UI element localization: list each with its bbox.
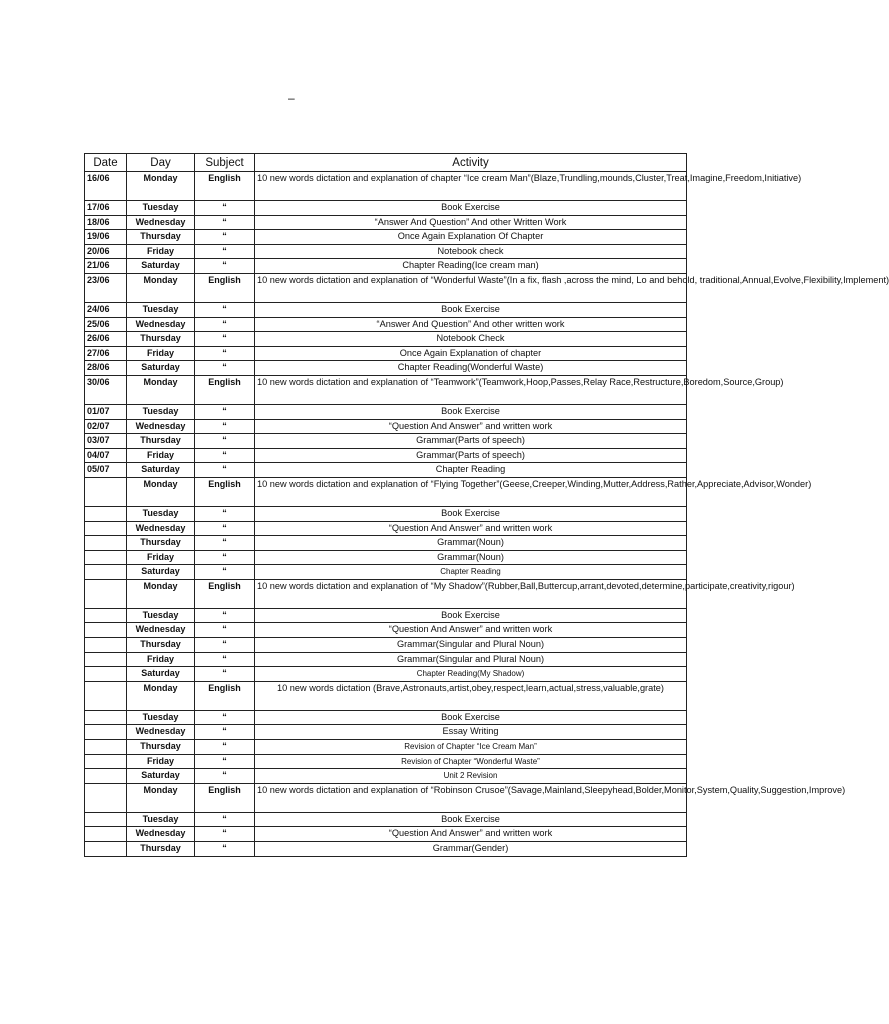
day-cell: Thursday [127,536,195,551]
header-subject: Subject [195,154,255,172]
table-header-row [85,154,687,172]
day-cell: Tuesday [127,201,195,216]
activity-cell: Notebook Check [255,332,687,347]
table-row [85,230,687,245]
subject-cell: “ [195,230,255,245]
table-row [85,259,687,274]
subject-cell: “ [195,608,255,623]
date-cell [85,710,127,725]
subject-cell: “ [195,215,255,230]
day-cell: Monday [127,172,195,201]
date-cell [85,506,127,521]
day-cell: Monday [127,477,195,506]
table-row [85,404,687,419]
day-cell: Monday [127,273,195,302]
table-row [85,536,687,551]
day-cell: Monday [127,375,195,404]
activity-cell: “Question And Answer” and written work [255,419,687,434]
activity-cell: 10 new words dictation and explanation of “Wonderful Waste”(In a fix, flash ,across the mind, Lo and behold, traditional,Annual,Evolve,Flexibility,Implement) [255,273,687,302]
table-row [85,565,687,580]
day-cell: Saturday [127,361,195,376]
activity-cell: Notebook check [255,244,687,259]
activity-cell: Book Exercise [255,404,687,419]
subject-cell: English [195,579,255,608]
activity-cell: 10 new words dictation and explanation of “Robinson Crusoe”(Savage,Mainland,Sleepyhead,Bolder,Monitor,System,Quality,Suggestion,Improve) [255,783,687,812]
subject-cell: English [195,783,255,812]
table-row [85,579,687,608]
day-cell: Wednesday [127,419,195,434]
table-row [85,623,687,638]
date-cell: 21/06 [85,259,127,274]
table-row [85,754,687,769]
day-cell: Saturday [127,463,195,478]
activity-cell: Chapter Reading(Wonderful Waste) [255,361,687,376]
subject-cell: “ [195,434,255,449]
table-row [85,783,687,812]
date-cell [85,812,127,827]
table-row [85,521,687,536]
subject-cell: “ [195,652,255,667]
activity-cell: Grammar(Noun) [255,536,687,551]
table-row [85,375,687,404]
subject-cell: English [195,477,255,506]
table-row [85,463,687,478]
subject-cell: English [195,172,255,201]
date-cell: 16/06 [85,172,127,201]
table-row [85,244,687,259]
activity-cell: “Question And Answer” and written work [255,827,687,842]
day-cell: Monday [127,783,195,812]
date-cell [85,667,127,682]
date-cell: 05/07 [85,463,127,478]
date-cell: 17/06 [85,201,127,216]
subject-cell: “ [195,754,255,769]
day-cell: Saturday [127,259,195,274]
table-row [85,448,687,463]
activity-cell: “Question And Answer” and written work [255,623,687,638]
activity-cell: Essay Writing [255,725,687,740]
day-cell: Tuesday [127,506,195,521]
activity-cell: “Answer And Question” And other written work [255,317,687,332]
date-cell [85,769,127,784]
date-cell: 03/07 [85,434,127,449]
activity-cell: Grammar(Singular and Plural Noun) [255,638,687,653]
table-row [85,725,687,740]
activity-cell: Chapter Reading [255,463,687,478]
activity-cell: Book Exercise [255,302,687,317]
subject-cell: “ [195,332,255,347]
day-cell: Thursday [127,230,195,245]
table-row [85,215,687,230]
subject-cell: “ [195,623,255,638]
day-cell: Friday [127,754,195,769]
activity-cell: Chapter Reading(My Shadow) [255,667,687,682]
activity-cell: Grammar(Parts of speech) [255,448,687,463]
subject-cell: “ [195,667,255,682]
date-cell: 26/06 [85,332,127,347]
subject-cell: “ [195,506,255,521]
table-row [85,477,687,506]
day-cell: Thursday [127,740,195,755]
date-cell: 23/06 [85,273,127,302]
subject-cell: “ [195,740,255,755]
date-cell [85,783,127,812]
day-cell: Tuesday [127,710,195,725]
date-cell: 01/07 [85,404,127,419]
activity-cell: 10 new words dictation (Brave,Astronauts,artist,obey,respect,learn,actual,stress,valuable,grate) [255,681,687,710]
date-cell [85,681,127,710]
table-row [85,346,687,361]
subject-cell: “ [195,361,255,376]
table-row [85,434,687,449]
table-row [85,608,687,623]
lesson-plan-table [84,153,889,857]
activity-cell: 10 new words dictation and explanation of chapter “Ice cream Man”(Blaze,Trundling,mounds,Cluster,Treat,Imagine,Freedom,Initiative) [255,172,687,201]
activity-cell: “Answer And Question” And other Written Work [255,215,687,230]
header-day: Day [127,154,195,172]
day-cell: Wednesday [127,725,195,740]
subject-cell: “ [195,725,255,740]
day-cell: Monday [127,681,195,710]
day-cell: Saturday [127,769,195,784]
date-cell: 28/06 [85,361,127,376]
day-cell: Tuesday [127,302,195,317]
day-cell: Friday [127,448,195,463]
subject-cell: English [195,273,255,302]
date-cell: 20/06 [85,244,127,259]
activity-cell: Book Exercise [255,812,687,827]
activity-cell: Grammar(Noun) [255,550,687,565]
date-cell [85,623,127,638]
date-cell: 25/06 [85,317,127,332]
activity-cell: Book Exercise [255,608,687,623]
date-cell [85,521,127,536]
day-cell: Saturday [127,667,195,682]
day-cell: Wednesday [127,317,195,332]
date-cell [85,565,127,580]
activity-cell: Revision of Chapter “Ice Cream Man” [255,740,687,755]
table-row [85,827,687,842]
date-cell [85,652,127,667]
table-row [85,550,687,565]
date-cell [85,725,127,740]
day-cell: Friday [127,244,195,259]
activity-cell: Book Exercise [255,201,687,216]
activity-cell: Book Exercise [255,710,687,725]
activity-cell: Unit 2 Revision [255,769,687,784]
day-cell: Wednesday [127,215,195,230]
activity-cell: 10 new words dictation and explanation of “Teamwork”(Teamwork,Hoop,Passes,Relay Race,Restructure,Boredom,Source,Group) [255,375,687,404]
table-row [85,419,687,434]
table-row [85,842,687,857]
day-cell: Monday [127,579,195,608]
date-cell [85,754,127,769]
table-row [85,172,687,201]
table-row [85,638,687,653]
day-cell: Friday [127,652,195,667]
subject-cell: “ [195,769,255,784]
activity-cell: Grammar(Gender) [255,842,687,857]
date-cell: 19/06 [85,230,127,245]
subject-cell: English [195,681,255,710]
day-cell: Wednesday [127,521,195,536]
day-cell: Thursday [127,434,195,449]
day-cell: Wednesday [127,623,195,638]
activity-cell: Once Again Explanation Of Chapter [255,230,687,245]
subject-cell: “ [195,710,255,725]
activity-cell: Chapter Reading(Ice cream man) [255,259,687,274]
subject-cell: “ [195,827,255,842]
day-cell: Saturday [127,565,195,580]
table-row [85,740,687,755]
table-row [85,317,687,332]
table-row [85,710,687,725]
day-cell: Thursday [127,842,195,857]
table-row [85,652,687,667]
date-cell [85,827,127,842]
table-row [85,332,687,347]
subject-cell: “ [195,536,255,551]
table-row [85,769,687,784]
activity-cell: 10 new words dictation and explanation of “My Shadow”(Rubber,Ball,Buttercup,arrant,devoted,determine,participate,creativity,rigour) [255,579,687,608]
subject-cell: “ [195,521,255,536]
day-cell: Wednesday [127,827,195,842]
day-cell: Friday [127,346,195,361]
subject-cell: “ [195,302,255,317]
activity-cell: Grammar(Singular and Plural Noun) [255,652,687,667]
subject-cell: “ [195,244,255,259]
date-cell: 04/07 [85,448,127,463]
day-cell: Tuesday [127,608,195,623]
header-date: Date [85,154,127,172]
table-row [85,361,687,376]
activity-cell: Once Again Explanation of chapter [255,346,687,361]
subject-cell: “ [195,550,255,565]
subject-cell: “ [195,201,255,216]
subject-cell: “ [195,317,255,332]
subject-cell: “ [195,448,255,463]
day-cell: Friday [127,550,195,565]
subject-cell: “ [195,419,255,434]
date-cell [85,477,127,506]
subject-cell: “ [195,812,255,827]
day-cell: Tuesday [127,404,195,419]
activity-cell: Grammar(Parts of speech) [255,434,687,449]
date-cell [85,536,127,551]
table-row [85,273,687,302]
date-cell [85,550,127,565]
table-row [85,667,687,682]
subject-cell: “ [195,346,255,361]
subject-cell: “ [195,404,255,419]
date-cell: 24/06 [85,302,127,317]
activity-cell: Revision of Chapter “Wonderful Waste” [255,754,687,769]
date-cell [85,740,127,755]
activity-cell: Book Exercise [255,506,687,521]
subject-cell: “ [195,259,255,274]
activity-cell: “Question And Answer” and written work [255,521,687,536]
table-body [85,172,889,857]
header-activity: Activity [255,154,687,172]
table-row [85,302,687,317]
date-cell [85,608,127,623]
table-row [85,201,687,216]
date-cell [85,842,127,857]
day-cell: Thursday [127,638,195,653]
date-cell: 02/07 [85,419,127,434]
date-cell: 30/06 [85,375,127,404]
table-row [85,812,687,827]
date-cell [85,638,127,653]
subject-cell: English [195,375,255,404]
subject-cell: “ [195,842,255,857]
date-cell: 18/06 [85,215,127,230]
table-row [85,506,687,521]
subject-cell: “ [195,638,255,653]
day-cell: Thursday [127,332,195,347]
date-cell [85,579,127,608]
subject-cell: “ [195,565,255,580]
stray-dash-mark: – [288,91,295,105]
subject-cell: “ [195,463,255,478]
activity-cell: Chapter Reading [255,565,687,580]
date-cell: 27/06 [85,346,127,361]
activity-cell: 10 new words dictation and explanation of “Flying Together”(Geese,Creeper,Winding,Mutter,Address,Rather,Appreciate,Advisor,Wonder) [255,477,687,506]
day-cell: Tuesday [127,812,195,827]
table-row [85,681,687,710]
